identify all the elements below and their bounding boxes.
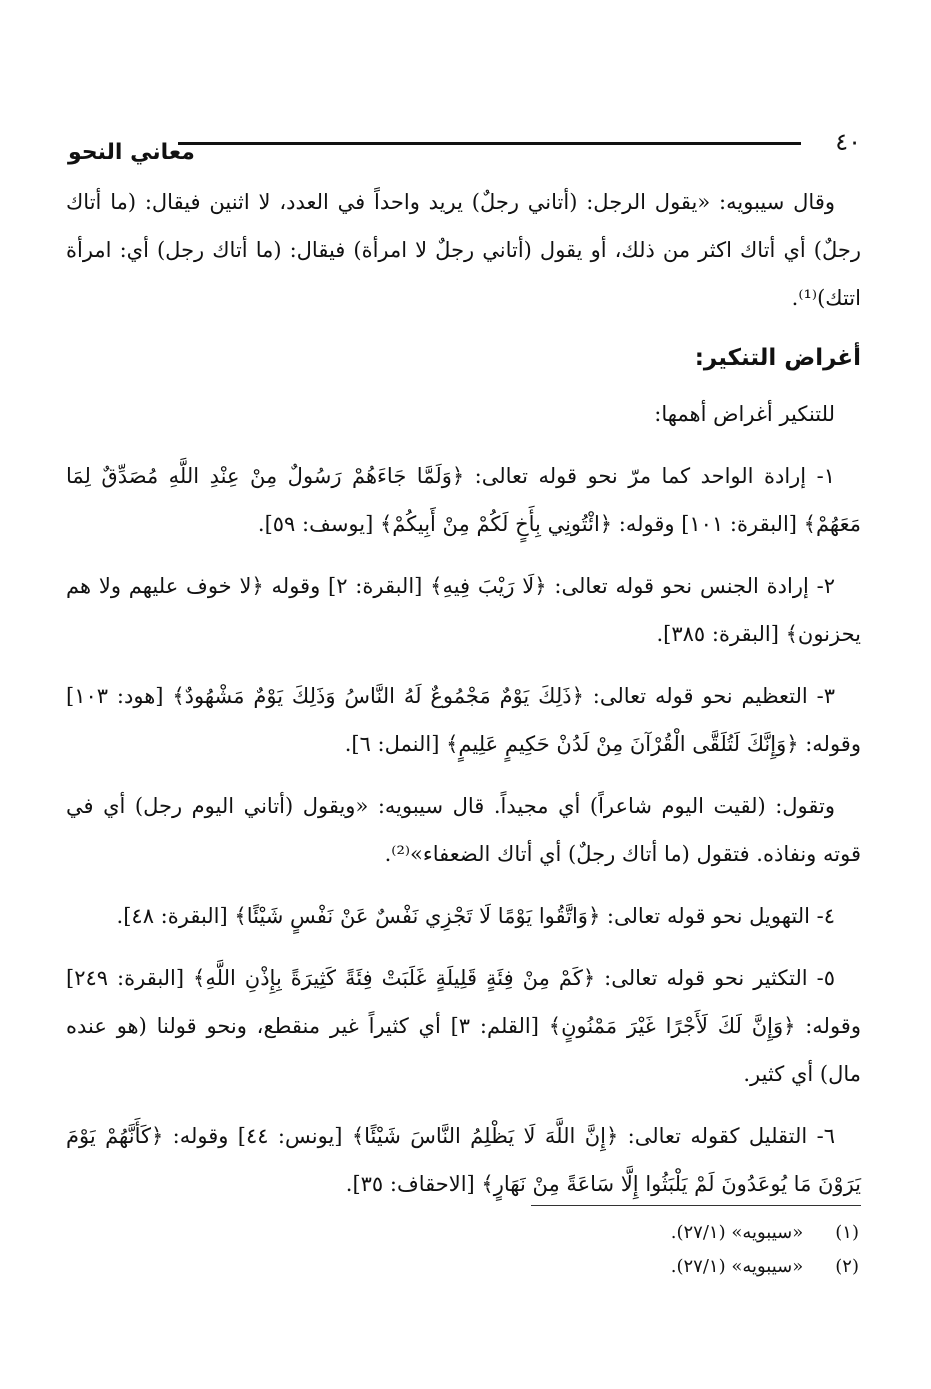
section-heading: أغراض التنكير: bbox=[694, 345, 861, 371]
footnote-2 bbox=[66, 1250, 859, 1284]
list-item-4: ٤- التهويل نحو قوله تعالى: ﴿وَاتَّقُوا يَوْمًا لَا تَجْزِي نَفْسٌ عَنْ نَفْسٍ شَيْئًا﴾ [البقرة: ٤٨]. bbox=[116, 904, 835, 928]
paragraph-sibawayh-quote: وقال سيبويه: «يقول الرجل: (أتاني رجلٌ) يريد واحداً في العدد، لا اثنين فيقال: (ما أتاك رجلٌ) أي أتاك اكثر من ذلك، أو يقول (أتاني رجلٌ لا امرأة) فيقال: (ما أتاك رجل) أي: امرأة اتتك)⁽¹⁾. bbox=[66, 190, 861, 310]
footnote-text: «سيبويه» (٢٧/١). bbox=[670, 1256, 804, 1277]
footnote-1 bbox=[66, 1216, 859, 1250]
main-text bbox=[66, 178, 861, 1222]
page-header bbox=[68, 128, 861, 164]
list-item-3: ٣- التعظيم نحو قوله تعالى: ﴿ذَلِكَ يَوْمٌ مَجْمُوعٌ لَهُ النَّاسُ وَذَلِكَ يَوْمٌ مَشْهُودٌ﴾ [هود: ١٠٣] وقوله: ﴿وَإِنَّكَ لَتُلَقَّى الْقُرْآنَ مِنْ لَدُنْ حَكِيمٍ عَلِيمٍ﴾ [النمل: ٦]. bbox=[66, 684, 861, 756]
list-item-2: ٢- إرادة الجنس نحو قوله تعالى: ﴿لَا رَيْبَ فِيهِ﴾ [البقرة: ٢] وقوله ﴿لا خوف عليهم ولا هم يحزنون﴾ [البقرة: ٣٨٥]. bbox=[66, 574, 861, 646]
footnote-rule bbox=[531, 1205, 861, 1206]
footnote-number: (١) bbox=[835, 1222, 859, 1243]
footnotes bbox=[66, 1216, 859, 1284]
list-item-1: ١- إرادة الواحد كما مرّ نحو قوله تعالى: ﴿وَلَمَّا جَاءَهُمْ رَسُولٌ مِنْ عِنْدِ اللَّهِ مُصَدِّقٌ لِمَا مَعَهُمْ﴾ [البقرة: ١٠١] وقوله: ﴿ائْتُونِي بِأَخٍ لَكُمْ مِنْ أَبِيكُمْ﴾ [يوسف: ٥٩]. bbox=[66, 464, 861, 536]
list-item-6: ٦- التقليل كقوله تعالى: ﴿إِنَّ اللَّهَ لَا يَظْلِمُ النَّاسَ شَيْئًا﴾ [يونس: ٤٤] وقوله: ﴿كَأَنَّهُمْ يَوْمَ يَرَوْنَ مَا يُوعَدُونَ لَمْ يَلْبَثُوا إِلَّا سَاعَةً مِنْ نَهَارٍ﴾ [الاحقاف: ٣٥]. bbox=[66, 1124, 861, 1196]
footnote-text: «سيبويه» (٢٧/١). bbox=[670, 1222, 804, 1243]
footnote-number: (٢) bbox=[835, 1256, 859, 1277]
running-title: معاني النحو bbox=[68, 140, 195, 165]
paragraph-sibawayh-2: وتقول: (لقيت اليوم شاعراً) أي مجيداً. قال سيبويه: «ويقول (أتاني اليوم رجل) أي في قوته ونفاذه. فتقول (ما أتاك رجلٌ) أي أتاك الضعفاء»⁽²⁾. bbox=[66, 794, 861, 866]
header-rule bbox=[178, 142, 801, 145]
list-item-5: ٥- التكثير نحو قوله تعالى: ﴿كَمْ مِنْ فِئَةٍ قَلِيلَةٍ غَلَبَتْ فِئَةً كَثِيرَةً بِإِذْنِ اللَّهِ﴾ [البقرة: ٢٤٩] وقوله: ﴿وَإِنَّ لَكَ لَأَجْرًا غَيْرَ مَمْنُونٍ﴾ [القلم: ٣] أي كثيراً غير منقطع، ونحو قولنا (هو عنده مال) أي كثير. bbox=[66, 966, 861, 1086]
paragraph-intro: للتنكير أغراض أهمها: bbox=[654, 402, 835, 426]
page-number: ٤٠ bbox=[835, 128, 861, 156]
